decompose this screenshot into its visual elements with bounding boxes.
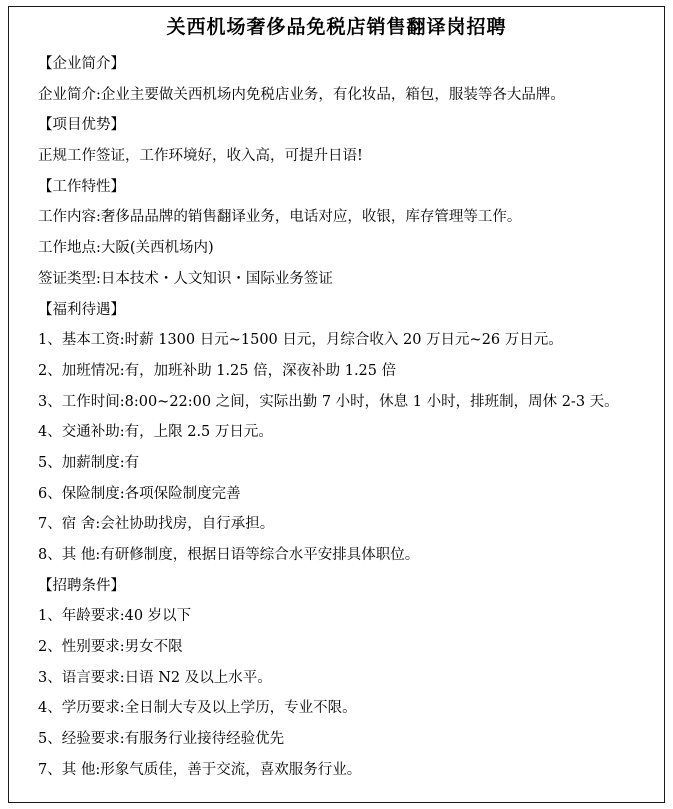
section-heading: 【招聘条件】 [38, 577, 125, 594]
body-line: 8、其 他:有研修制度，根据日语等综合水平安排具体职位。 [38, 547, 420, 563]
body-line: 5、经验要求:有服务行业接待经验优先 [38, 731, 285, 748]
body-line: 1、基本工资:时薪 1300 日元~1500 日元，月综合收入 20 万日元~26 万日元。 [38, 332, 563, 349]
body-line: 3、语言要求:日语 N2 及以上水平。 [38, 669, 272, 686]
body-line: 4、交通补助:有，上限 2.5 万日元。 [38, 424, 273, 441]
section-heading: 【工作特性】 [38, 178, 125, 195]
body-line: 2、性别要求:男女不限 [38, 639, 183, 656]
body-line: 5、加薪制度:有 [38, 454, 140, 471]
body-line: 1、年龄要求:40 岁以下 [38, 608, 192, 625]
document-body [38, 49, 658, 786]
body-line: 7、其 他:形象气质佳，善于交流，喜欢服务行业。 [38, 761, 362, 778]
body-line: 企业简介:企业主要做关西机场内免税店业务，有化妆品，箱包，服装等各大品牌。 [38, 86, 565, 103]
body-line: 6、保险制度:各项保险制度完善 [38, 485, 241, 502]
section-heading: 【项目优势】 [38, 117, 125, 134]
body-line: 4、学历要求:全日制大专及以上学历，专业不限。 [38, 700, 357, 717]
body-line: 7、宿 舍:会社协助找房，自行承担。 [38, 516, 275, 533]
body-line: 正规工作签证，工作环境好，收入高，可提升日语! [38, 148, 363, 165]
body-line: 工作内容:奢侈品品牌的销售翻译业务，电话对应，收银，库存管理等工作。 [38, 209, 522, 226]
body-line: 2、加班情况:有，加班补助 1.25 倍，深夜补助 1.25 倍 [38, 362, 397, 379]
section-heading: 【企业简介】 [38, 56, 125, 72]
body-line: 签证类型:日本技术・人文知识・国际业务签证 [38, 270, 333, 287]
section-heading: 【福利待遇】 [38, 301, 125, 318]
document-title: 关西机场奢侈品免税店销售翻译岗招聘 [166, 16, 507, 38]
body-line: 3、工作时间:8:00~22:00 之间，实际出勤 7 小时，休息 1 小时，排班制，周休 2-3 天。 [38, 393, 619, 410]
body-line: 工作地点:大阪(关西机场内) [38, 240, 214, 257]
